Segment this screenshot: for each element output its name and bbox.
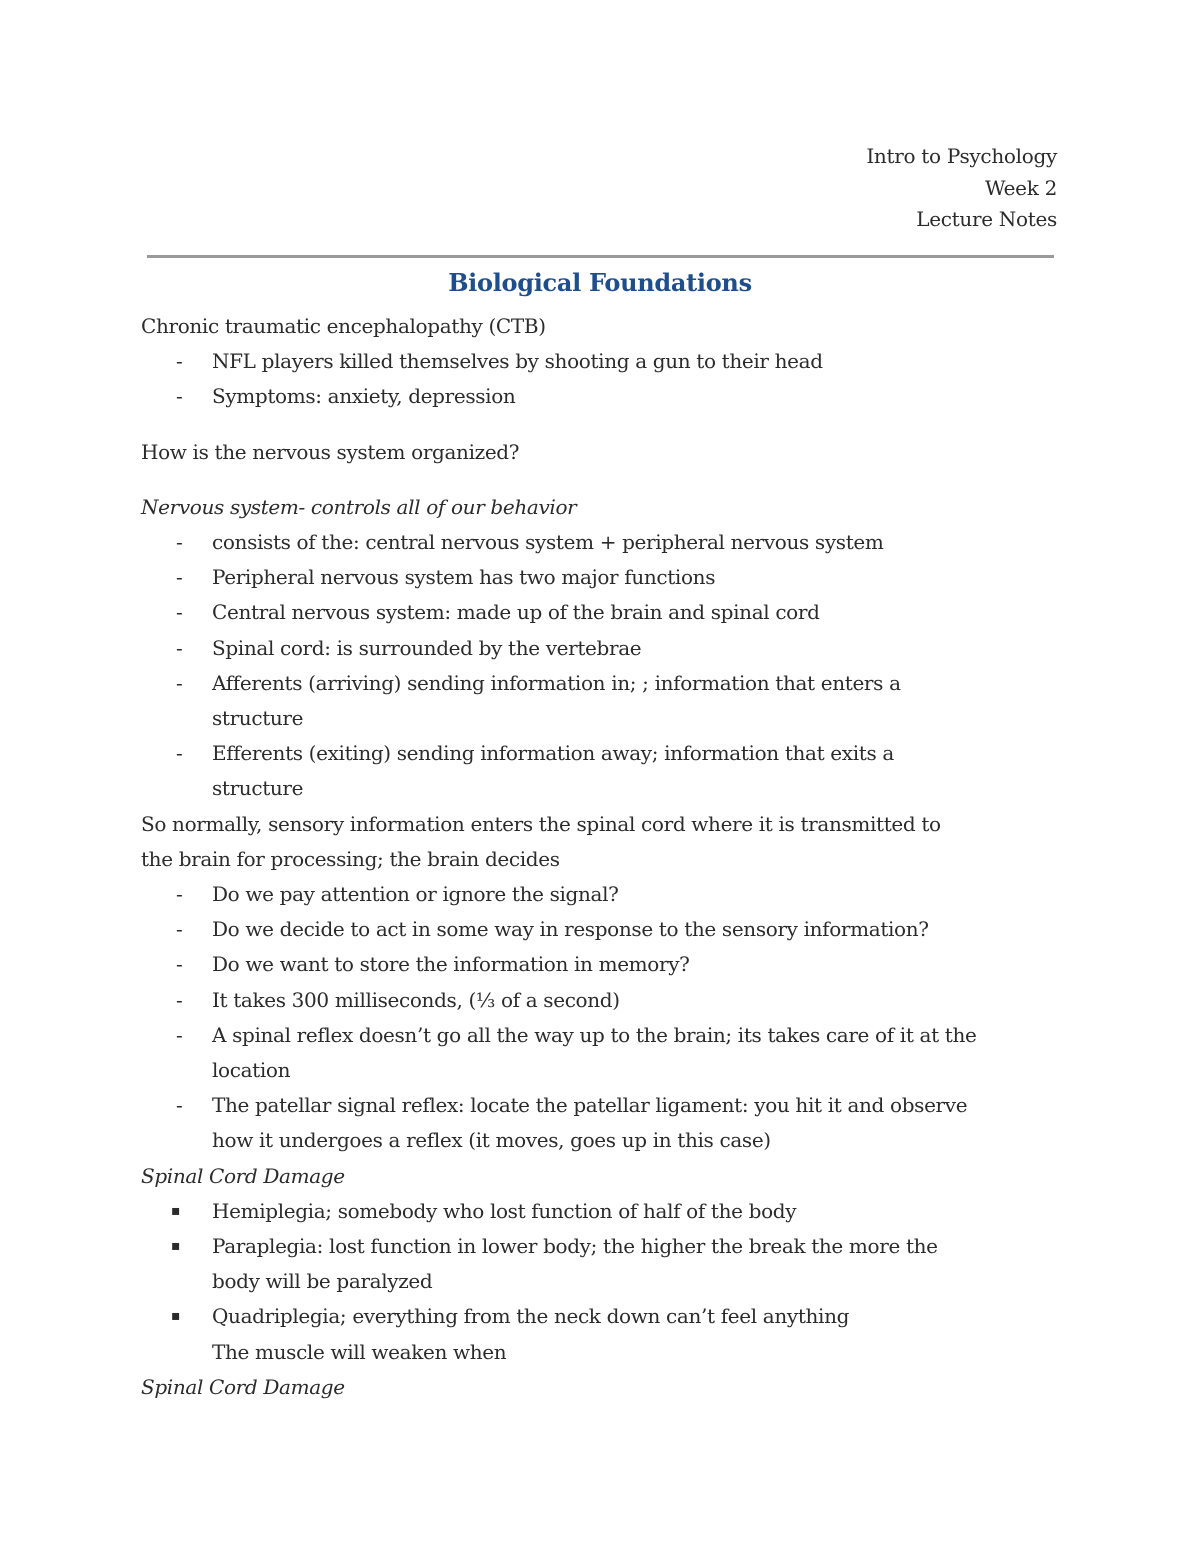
list-item-text-continued: The muscle will weaken when: [212, 1339, 507, 1364]
list-item-text-continued: how it undergoes a reflex (it moves, goes up in this case): [212, 1128, 771, 1153]
list-item-text: Do we pay attention or ignore the signal?: [212, 882, 619, 907]
paragraph-line: So normally, sensory information enters the spinal cord where it is transmitted to: [141, 811, 941, 836]
dash-marker: -: [176, 670, 183, 695]
list-item: [141, 525, 1071, 560]
list-item-text: Efferents (exiting) sending information away; information that exits a: [212, 741, 894, 766]
list-item-text: Hemiplegia; somebody who lost function of half of the body: [212, 1198, 797, 1223]
list-item-text-continued: structure: [212, 706, 304, 731]
list-item-text: Spinal cord: is surrounded by the vertebrae: [212, 635, 642, 660]
question-line: How is the nervous system organized?: [141, 439, 520, 464]
dash-marker: -: [176, 882, 183, 907]
list-item: [141, 560, 1071, 595]
dash-marker: -: [176, 1093, 183, 1118]
list-item: [141, 379, 1071, 414]
spinal-damage-heading-repeat: Spinal Cord Damage: [141, 1374, 345, 1399]
list-item-text: A spinal reflex doesn’t go all the way up to the brain; its takes care of it at the: [212, 1022, 977, 1047]
spinal-damage-heading: Spinal Cord Damage: [141, 1163, 345, 1188]
list-item-text-continued: body will be paralyzed: [212, 1269, 433, 1294]
list-item-text-continued: structure: [212, 776, 304, 801]
dash-marker: -: [176, 1022, 183, 1047]
list-item: [141, 1299, 1071, 1369]
list-item-text: It takes 300 milliseconds, (⅓ of a second): [212, 987, 620, 1012]
dash-marker: -: [176, 741, 183, 766]
paragraph-line: the brain for processing; the brain decides: [141, 846, 560, 871]
list-item-text: The patellar signal reflex: locate the patellar ligament: you hit it and observe: [212, 1093, 968, 1118]
page-title: Biological Foundations: [448, 268, 752, 297]
dash-marker: -: [176, 987, 183, 1012]
list-item-text: Paraplegia: lost function in lower body; the higher the break the more the: [212, 1234, 938, 1259]
square-bullet-icon: ▪: [171, 1238, 181, 1255]
list-item: [141, 912, 1071, 947]
dash-marker: -: [176, 635, 183, 660]
course-name: Intro to Psychology: [866, 144, 1057, 168]
doc-type-label: Lecture Notes: [916, 207, 1057, 231]
list-item-text-continued: location: [212, 1058, 291, 1083]
list-item: [141, 595, 1071, 630]
dash-marker: -: [176, 530, 183, 555]
list-item: [141, 344, 1071, 379]
list-item: [141, 1018, 1071, 1088]
dash-marker: -: [176, 952, 183, 977]
header-block: [866, 141, 1057, 236]
list-item-text: Central nervous system: made up of the brain and spinal cord: [212, 600, 820, 625]
list-item-text: consists of the: central nervous system + peripheral nervous system: [212, 530, 884, 555]
cte-heading: Chronic traumatic encephalopathy (CTB): [141, 314, 546, 338]
dash-marker: -: [176, 565, 183, 590]
list-item-text: Do we decide to act in some way in response to the sensory information?: [212, 917, 929, 942]
list-item: [141, 631, 1071, 666]
list-item: [141, 1229, 1071, 1299]
list-item: [141, 666, 1071, 736]
list-item: [141, 1194, 1071, 1229]
week-label: Week 2: [985, 175, 1057, 200]
header-divider: [147, 255, 1054, 258]
list-item-text: Peripheral nervous system has two major functions: [212, 565, 716, 590]
list-item-text: Afferents (arriving) sending information in; ; information that enters a: [212, 670, 901, 695]
nervous-system-heading: Nervous system- controls all of our behavior: [141, 494, 577, 519]
list-item-text: Quadriplegia; everything from the neck down can’t feel anything: [212, 1304, 850, 1329]
list-item: [141, 877, 1071, 912]
list-item-text: Do we want to store the information in memory?: [212, 952, 690, 977]
list-item: [141, 947, 1071, 982]
list-item: [141, 736, 1071, 806]
square-bullet-icon: ▪: [171, 1308, 181, 1325]
list-item-text: Symptoms: anxiety, depression: [212, 384, 516, 409]
square-bullet-icon: ▪: [171, 1202, 181, 1219]
dash-marker: -: [176, 384, 183, 409]
notes-body: [141, 309, 1071, 1405]
dash-marker: -: [176, 917, 183, 942]
dash-marker: -: [176, 600, 183, 625]
list-item-text: NFL players killed themselves by shooting a gun to their head: [212, 349, 823, 374]
list-item: [141, 1088, 1071, 1158]
list-item: [141, 983, 1071, 1018]
dash-marker: -: [176, 349, 183, 374]
